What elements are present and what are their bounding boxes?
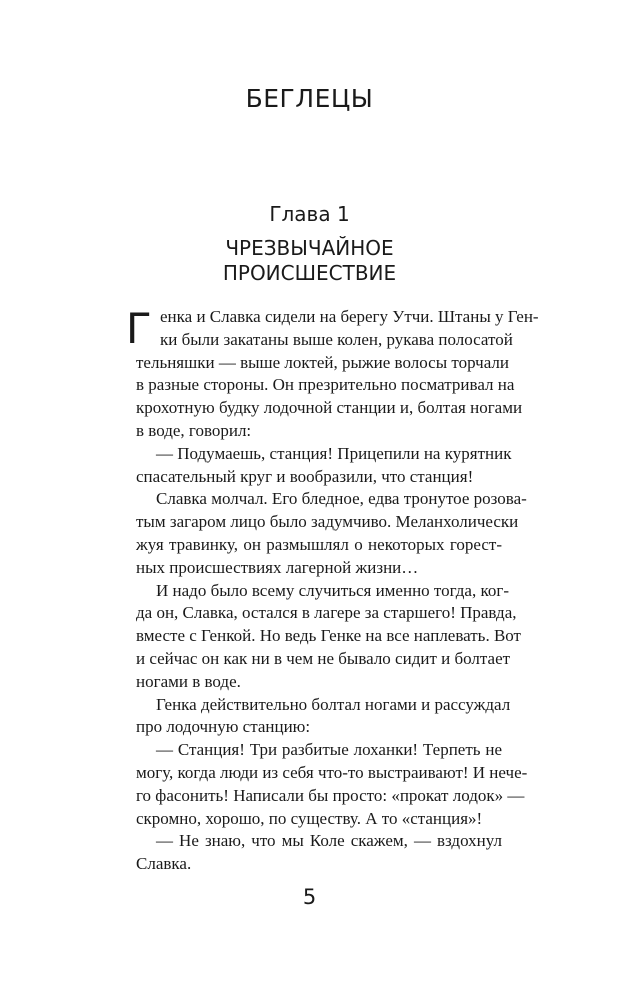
text-line: да он, Славка, остался в лагере за старшего! Правда,: [136, 603, 517, 623]
text-line: в воде, говорил:: [136, 420, 252, 440]
chapter-title-line-2: ПРОИСШЕСТВИЕ: [222, 261, 397, 285]
text-line: Генка действительно болтал ногами и рассуждал: [156, 694, 511, 714]
text-line: — Не знаю, что мы Коле скажем, — вздохнул: [156, 831, 502, 851]
text-line: — Станция! Три разбитые лоханки! Терпеть не: [156, 740, 502, 760]
text-line: вместе с Генкой. Но ведь Генке на все наплевать. Вот: [136, 626, 521, 646]
text-line: крохотную будку лодочной станции и, болтая ногами: [136, 398, 523, 418]
chapter-label: Глава 1: [269, 202, 350, 226]
text-line: тельняшки — выше локтей, рыжие волосы торчали: [136, 352, 509, 372]
text-line: Славка.: [136, 854, 192, 874]
text-line: скромно, хорошо, по существу. А то «станция»!: [136, 808, 483, 828]
body-text: [126, 304, 539, 876]
drop-cap: Г: [126, 304, 152, 353]
text-line: и сейчас он как ни в чем не бывало сидит и болтает: [136, 648, 511, 668]
text-line: И надо было всему случиться именно тогда, ког-: [156, 580, 509, 600]
text-line: могу, когда люди из себя что-то выстраивают! И нече-: [136, 762, 528, 782]
text-line: — Подумаешь, станция! Прицепили на курятник: [156, 443, 512, 463]
text-line: ных происшествиях лагерной жизни…: [136, 557, 419, 577]
text-line: тым загаром лицо было задумчиво. Меланхолически: [136, 512, 519, 532]
text-line: про лодочную станцию:: [136, 717, 311, 737]
text-line: Славка молчал. Его бледное, едва тронутое розова-: [156, 489, 527, 509]
page-number: 5: [302, 885, 317, 909]
text-line: жуя травинку, он размышлял о некоторых горест-: [136, 534, 502, 554]
text-line: енка и Славка сидели на берегу Утчи. Штаны у Ген-: [160, 307, 539, 326]
book-title: БЕГЛЕЦЫ: [245, 84, 374, 113]
text-line: ногами в воде.: [136, 671, 241, 691]
text-line: спасательный круг и вообразили, что станция!: [136, 466, 474, 486]
chapter-title-line-1: ЧРЕЗВЫЧАЙНОЕ: [225, 236, 394, 260]
text-line: ки были закатаны выше колен, рукава полосатой: [160, 329, 513, 349]
text-line: в разные стороны. Он презрительно посматривал на: [136, 375, 515, 395]
text-line: го фасонить! Написали бы просто: «прокат лодок» —: [136, 785, 525, 805]
